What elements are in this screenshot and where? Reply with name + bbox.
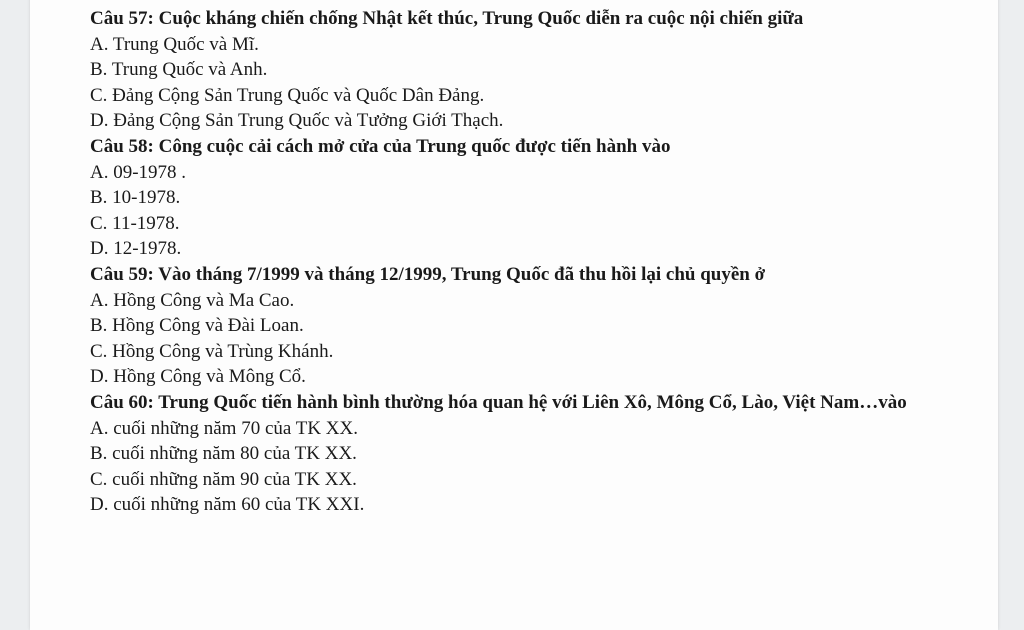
question-59-option-b: B. Hồng Công và Đài Loan. xyxy=(90,315,304,337)
question-57-option-b: B. Trung Quốc và Anh. xyxy=(90,59,268,81)
question-60-text: Trung Quốc tiến hành bình thường hóa quan hệ với Liên Xô, Mông Cổ, Lào, Việt Nam…vào xyxy=(153,391,907,413)
question-60-option-a: A. cuối những năm 70 của TK XX. xyxy=(90,417,358,439)
question-57-option-c: C. Đảng Cộng Sản Trung Quốc và Quốc Dân Đảng. xyxy=(90,84,485,106)
question-60-title xyxy=(90,390,970,416)
question-59-label: Câu 59 xyxy=(90,263,148,285)
question-58-option-b: B. 10-1978. xyxy=(90,187,181,209)
question-58-option-d: D. 12-1978. xyxy=(90,238,182,260)
question-57-title xyxy=(90,6,970,32)
document-page xyxy=(30,0,998,630)
question-58-option-a: A. 09-1978 . xyxy=(90,161,187,183)
question-57-label: Câu 57: xyxy=(90,8,154,29)
question-59-title xyxy=(90,262,970,288)
question-58-option-c: C. 11-1978. xyxy=(90,212,180,234)
question-59-option-d: D. Hồng Công và Mông Cổ. xyxy=(90,366,306,388)
question-57-option-a: A. Trung Quốc và Mĩ. xyxy=(90,33,259,55)
question-58-title xyxy=(90,134,970,160)
question-58-text: Công cuộc cải cách mở cửa của Trung quốc được tiến hành vào xyxy=(153,135,671,157)
question-60-option-b: B. cuối những năm 80 của TK XX. xyxy=(90,443,357,465)
question-60-label: Câu 60: xyxy=(90,391,154,413)
question-58-label: Câu 58: xyxy=(90,135,154,157)
document-content xyxy=(90,6,970,518)
question-59-option-c: C. Hồng Công và Trùng Khánh. xyxy=(90,340,334,362)
question-60-option-d: D. cuối những năm 60 của TK XXI. xyxy=(90,494,365,516)
question-59-text: : Vào tháng 7/1999 và tháng 12/1999, Trung Quốc đã thu hồi lại chủ quyền ở xyxy=(147,263,766,285)
question-59-option-a: A. Hồng Công và Ma Cao. xyxy=(90,289,295,311)
question-60-option-c: C. cuối những năm 90 của TK XX. xyxy=(90,468,357,490)
question-57-option-d: D. Đảng Cộng Sản Trung Quốc và Tưởng Giới Thạch. xyxy=(90,110,504,132)
question-57-text: Cuộc kháng chiến chống Nhật kết thúc, Trung Quốc diễn ra cuộc nội chiến giữa xyxy=(153,8,804,29)
